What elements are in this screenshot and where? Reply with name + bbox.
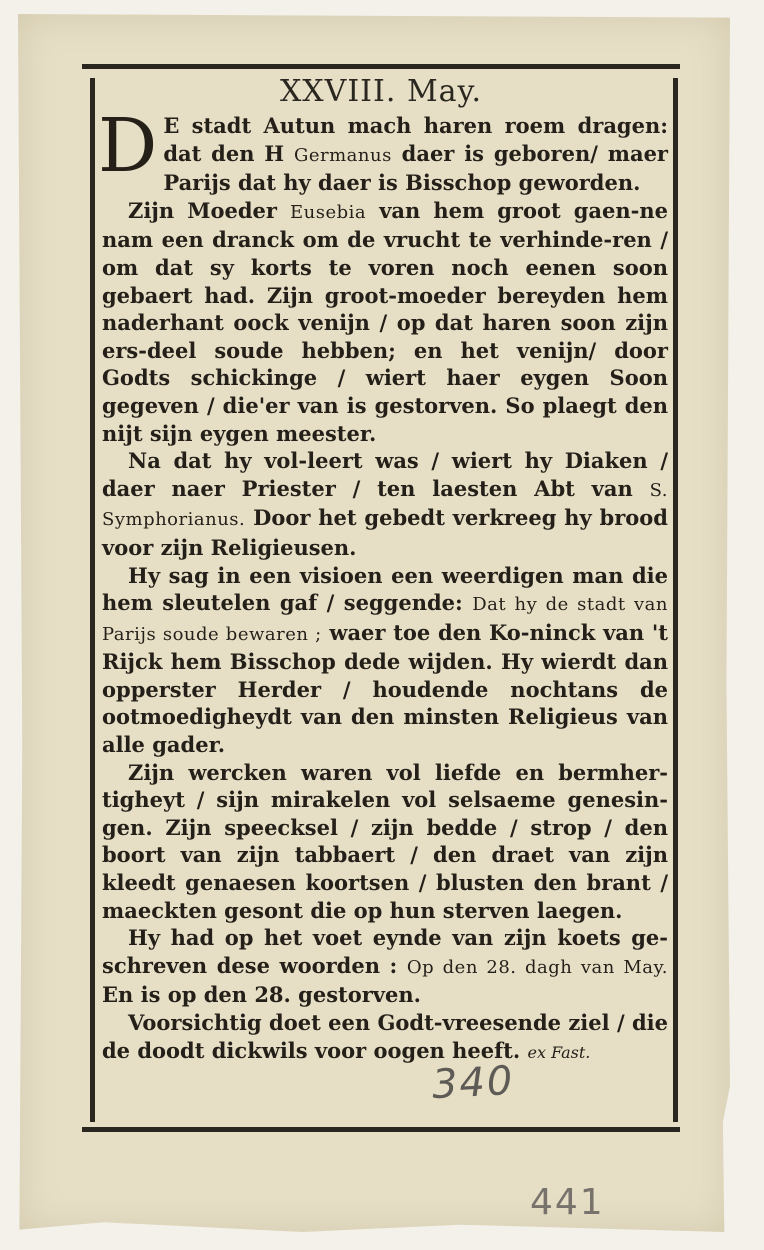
frame-bottom-rule	[82, 1127, 680, 1132]
frame-right-rule	[673, 78, 678, 1122]
drop-cap: D	[98, 103, 158, 189]
frame-left-rule	[90, 78, 95, 1122]
handwritten-number: 340	[430, 1057, 516, 1109]
paragraph	[102, 562, 668, 759]
blackletter-run: van hem groot gaen-ne nam een dranck om de vrucht te verhinde-ren / om dat sy korts te voren noch eenen soon gebaert had. Zijn groot-moeder bereyden hem naderhant oock venijn / op dat haren soon zijn ers-deel soude hebben; en het venijn/ door Godts schickinge / wiert haer eygen Soon gegeven / die'er van is gestorven. So plaegt den nijt sijn eygen meester.	[102, 197, 668, 446]
page-heading: XXVIII. May.	[279, 74, 483, 109]
body-text	[98, 103, 668, 1066]
blackletter-run: Zijn wercken waren vol liefde en bermher-tigheyt / sijn mirakelen vol selsaeme genesin-gen. Zijn speecksel / zijn bedde / strop / den boort van zijn tabbaert / den draet van zijn kleedt genaesen koortsen / blusten den brant / maeckten gesont die op hun sterven laegen.	[102, 759, 668, 923]
paragraph	[102, 924, 668, 1009]
blackletter-run: Door het gebedt verkreeg hy brood voor zijn Religieusen.	[102, 505, 668, 560]
roman-run: Eusebia	[290, 201, 367, 223]
blackletter-run: Voorsichtig doet een Godt-vreesende ziel / die de doodt dickwils voor oogen heeft.	[102, 1010, 668, 1063]
roman-run: Germanus	[293, 144, 392, 166]
blackletter-run: En is op den 28. gestorven.	[102, 982, 421, 1008]
blackletter-run: Zijn Moeder	[128, 197, 290, 223]
blackletter-run: Hy sag in een visioen een weerdigen man die hem sleutelen gaf / seggende:	[102, 562, 668, 616]
paragraph	[102, 759, 668, 925]
paragraph	[102, 447, 668, 561]
roman-run: Dat hy de stadt van Parijs soude bewaren ;	[102, 594, 668, 645]
paragraph	[102, 1009, 668, 1066]
blackletter-run: daer is geboren/ maer Parijs dat hy daer is Bisschop geworden.	[163, 140, 668, 196]
blackletter-run: Hy had op het voet eynde van zijn koets ge-schreven dese woorden :	[102, 925, 668, 978]
printed-frame	[82, 64, 680, 1132]
blackletter-run: waer toe den Ko-ninck van 't Rijck hem Bisschop dede wijden. Hy wierdt dan opperster Herder / houdende nochtans de ootmoedigheydt van den minsten Religieus van alle gader.	[102, 619, 668, 758]
italic-run: ex Fast.	[527, 1042, 591, 1062]
blackletter-run: E stadt Autun mach haren roem dragen: dat den H	[163, 113, 668, 166]
handwritten-number: 441	[530, 1182, 605, 1223]
roman-run: Op den 28. dagh van May.	[406, 956, 668, 978]
paragraph	[102, 197, 668, 447]
frame-top-rule	[82, 64, 680, 69]
blackletter-run: Na dat hy vol-leert was / wiert hy Diaken / daer naer Priester / ten laesten Abt van	[102, 448, 668, 501]
paragraph	[102, 112, 668, 197]
roman-run: S. Symphorianus.	[102, 479, 668, 531]
